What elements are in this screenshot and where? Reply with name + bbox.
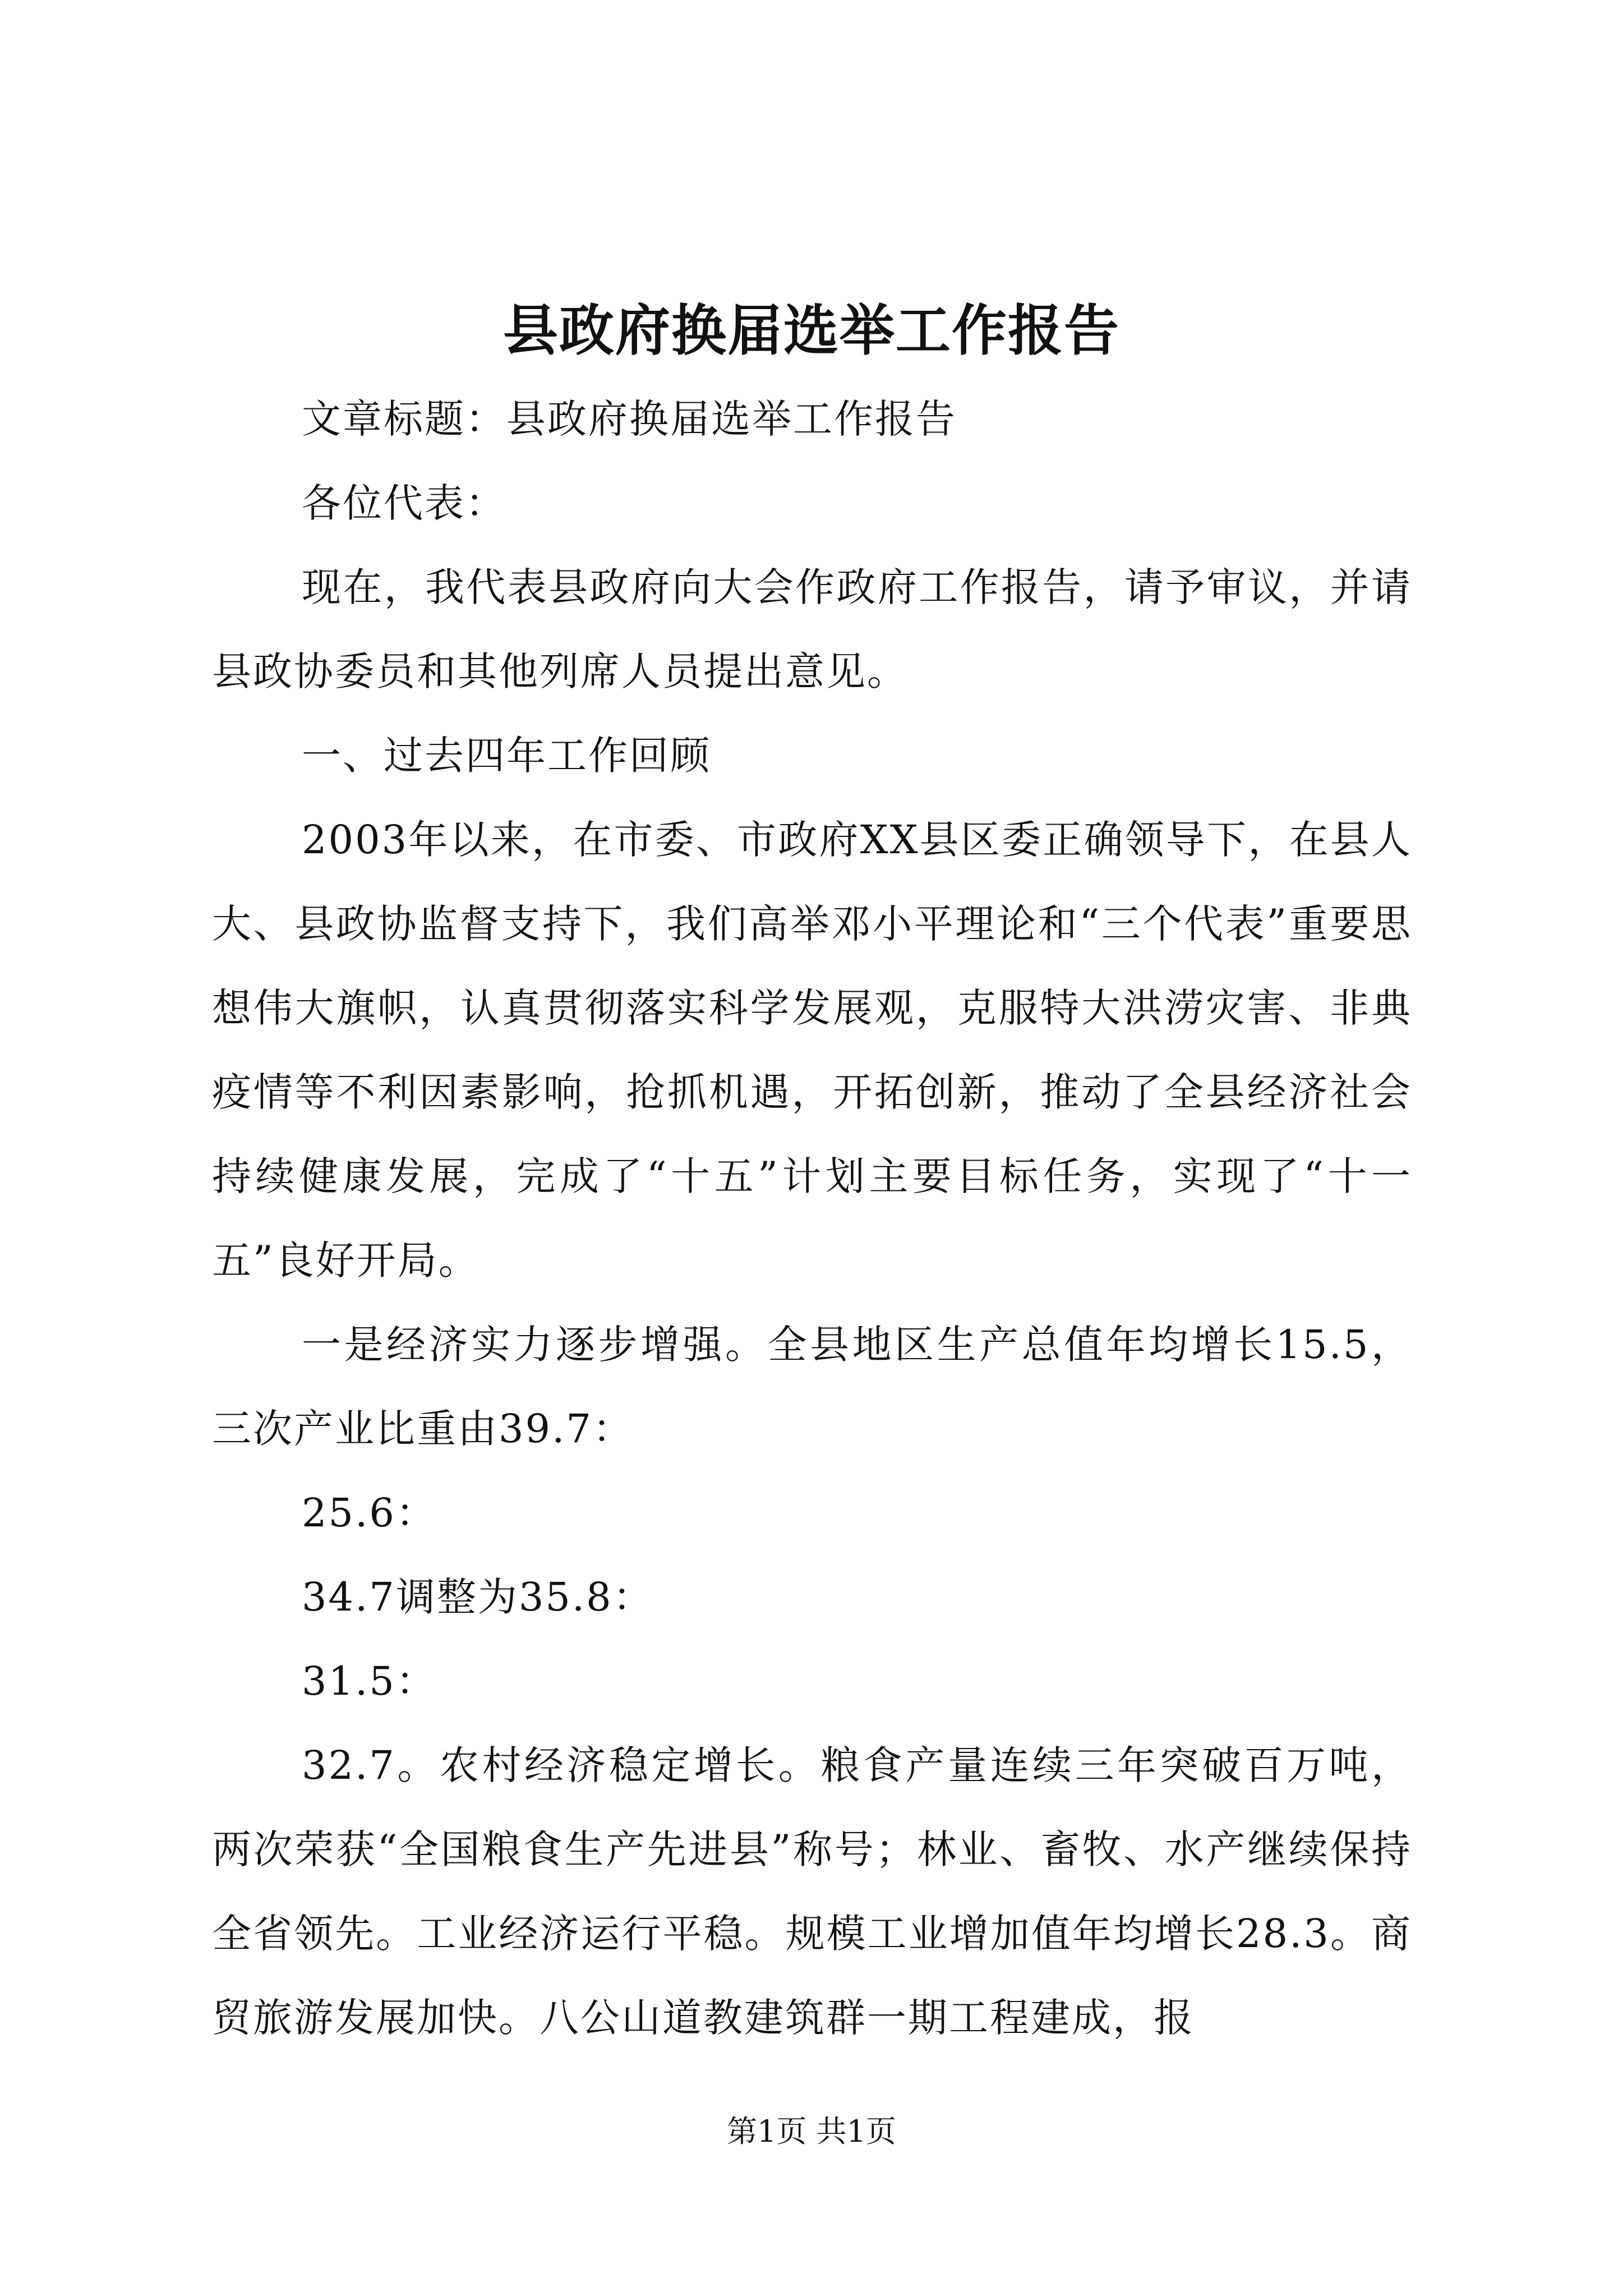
- paragraph-article-title: 文章标题：县政府换届选举工作报告: [302, 396, 957, 442]
- paragraph-economy: 一是经济实力逐步增强。全县地区生产总值年均增长15.5，三次产业比重由39.7：: [212, 1322, 1412, 1452]
- paragraph-ratio-1: 25.6：: [302, 1490, 437, 1536]
- page-footer: 第1页 共1页: [727, 2114, 896, 2149]
- document-title: 县政府换届选举工作报告: [502, 298, 1120, 363]
- paragraph-rural-economy: 32.7。农村经济稳定增长。粮食产量连续三年突破百万吨，两次荣获“全国粮食生产先进县”称号；林业、畜牧、水产继续保持全省领先。工业经济运行平稳。规模工业增加值年均增长28.3。商贸旅游发展加快。八公山道教建筑群一期工程建成，报: [212, 1742, 1412, 2041]
- section-heading: 一、过去四年工作回顾: [302, 733, 711, 779]
- document-body: [212, 377, 1412, 2060]
- paragraph-ratio-2: 34.7调整为35.8：: [302, 1574, 654, 1620]
- paragraph-salutation: 各位代表：: [302, 480, 506, 526]
- paragraph-review: 2003年以来，在市委、市政府XX县区委正确领导下，在县人大、县政协监督支持下，我们高举邓小平理论和“三个代表”重要思想伟大旗帜，认真贯彻落实科学发展观，克服特大洪涝灾害、非典疫情等不利因素影响，抢抓机遇，开拓创新，推动了全县经济社会持续健康发展，完成了“十五”计划主要目标任务，实现了“十一五”良好开局。: [212, 817, 1412, 1283]
- paragraph-ratio-3: 31.5：: [302, 1658, 437, 1704]
- paragraph-opening: 现在，我代表县政府向大会作政府工作报告，请予审议，并请县政协委员和其他列席人员提出意见。: [212, 564, 1412, 694]
